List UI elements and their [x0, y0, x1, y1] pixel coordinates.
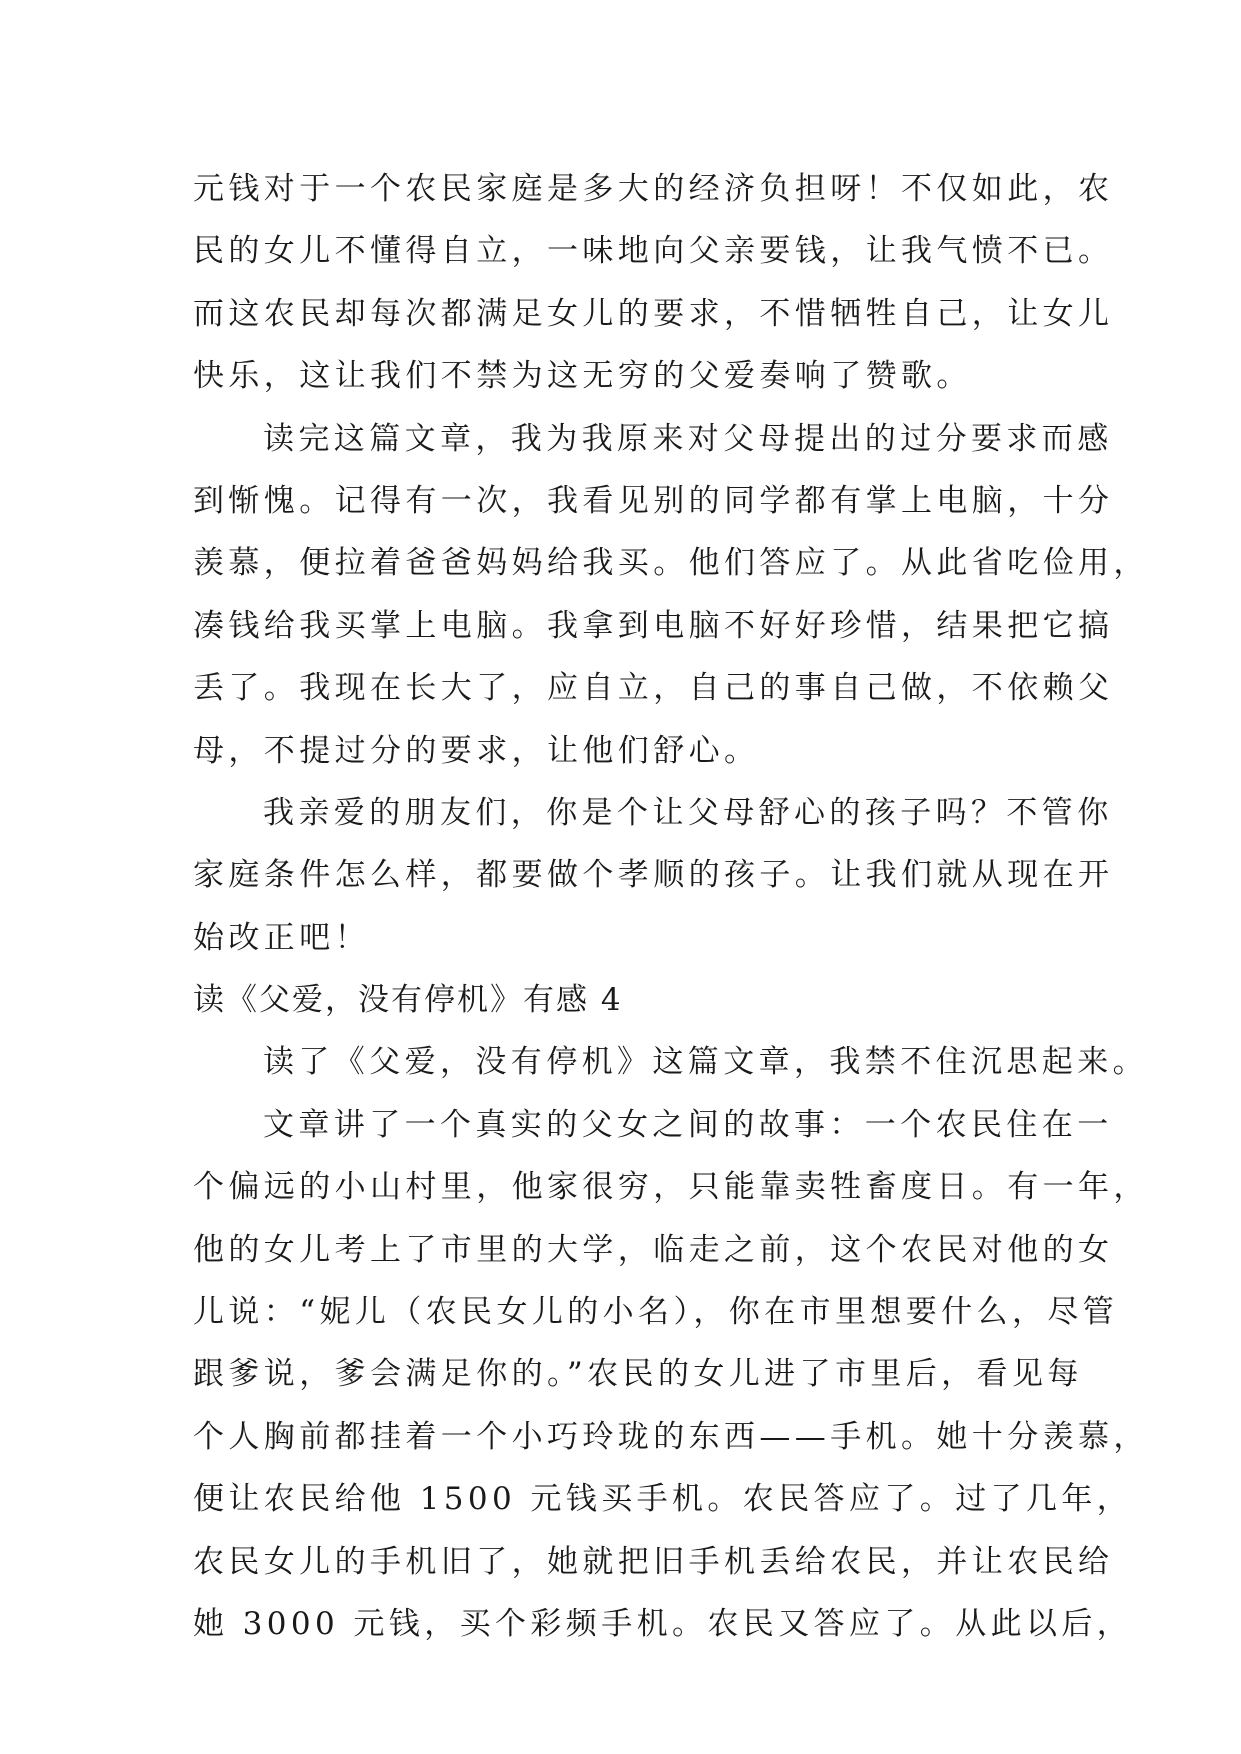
text-line: 他的女儿考上了市里的大学，临走之前，这个农民对他的女: [193, 1231, 1114, 1268]
text-line: 母，不提过分的要求，让他们舒心。: [193, 732, 760, 769]
text-line: 民的女儿不懂得自立，一味地向父亲要钱，让我气愤不已。: [193, 233, 1114, 270]
document-body: [193, 158, 1149, 1655]
text-line: 跟爹说，爹会满足你的。”农民的女儿进了市里后，看见每: [193, 1356, 1083, 1393]
paragraph-start-line: 我亲爱的朋友们，你是个让父母舒心的孩子吗？不管你: [263, 794, 1113, 831]
paragraph-start-line: 读完这篇文章，我为我原来对父母提出的过分要求而感: [263, 420, 1113, 457]
paragraph-start-line: 文章讲了一个真实的父女之间的故事：一个农民住在一: [263, 1106, 1113, 1143]
text-line: 始改正吧！: [193, 919, 370, 956]
text-line: 羡慕，便拉着爸爸妈妈给我买。他们答应了。从此省吃俭用，: [193, 545, 1149, 582]
text-line: 凑钱给我买掌上电脑。我拿到电脑不好好珍惜，结果把它搞: [193, 607, 1114, 644]
text-line: 便让农民给他 1500 元钱买手机。农民答应了。过了几年，: [193, 1481, 1133, 1518]
text-line: 到惭愧。记得有一次，我看见别的同学都有掌上电脑，十分: [193, 482, 1114, 519]
text-line: 家庭条件怎么样，都要做个孝顺的孩子。让我们就从现在开: [193, 857, 1114, 894]
text-line: 而这农民却每次都满足女儿的要求，不惜牺牲自己，让女儿: [193, 295, 1114, 332]
text-line: 元钱对于一个农民家庭是多大的经济负担呀！不仅如此，农: [193, 171, 1114, 207]
text-line: 儿说：“妮儿（农民女儿的小名），你在市里想要什么，尽管: [193, 1294, 1119, 1331]
text-line: 丢了。我现在长大了，应自立，自己的事自己做，不依赖父: [193, 670, 1114, 707]
paragraph-start-line: 读了《父爱，没有停机》这篇文章，我禁不住沉思起来。: [263, 1044, 1148, 1081]
text-line: 个人胸前都挂着一个小巧玲珑的东西——手机。她十分羡慕，: [193, 1418, 1149, 1455]
text-line: 个偏远的小山村里，他家很穷，只能靠卖牲畜度日。有一年，: [193, 1169, 1149, 1206]
text-line: 快乐，这让我们不禁为这无穷的父爱奏响了赞歌。: [193, 358, 972, 395]
text-line: 她 3000 元钱，买个彩频手机。农民又答应了。从此以后，: [193, 1605, 1133, 1642]
text-line: 农民女儿的手机旧了，她就把旧手机丢给农民，并让农民给: [193, 1543, 1114, 1580]
section-heading: 读《父爱，没有停机》有感 4: [193, 982, 623, 1019]
